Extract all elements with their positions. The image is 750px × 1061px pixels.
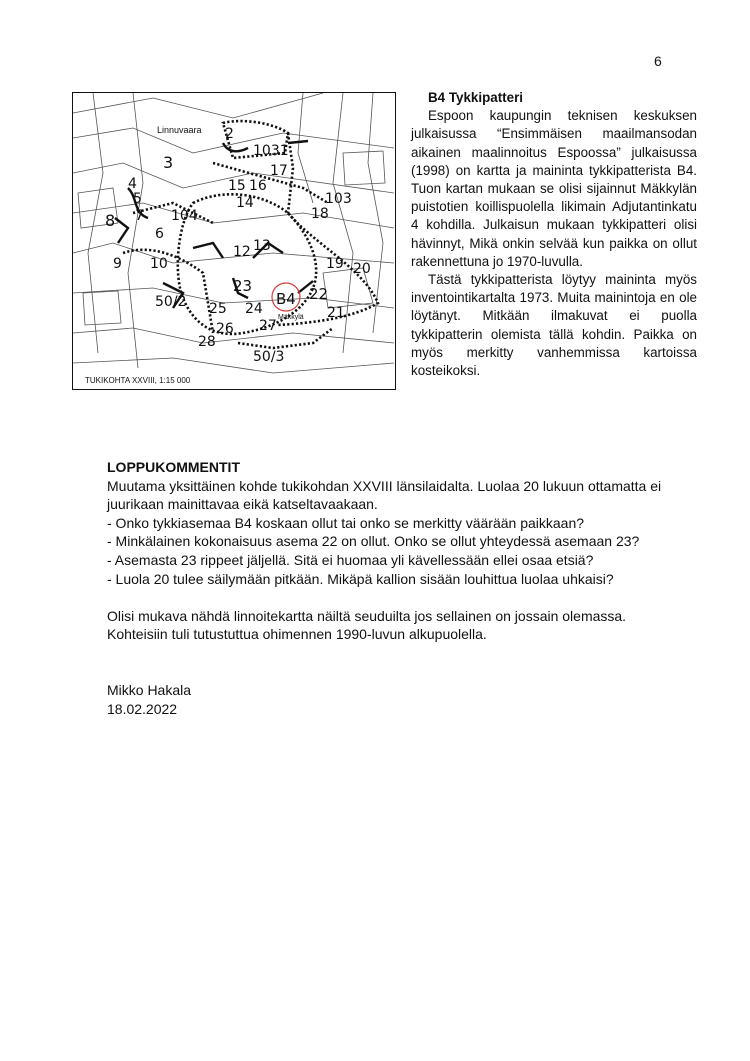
map-label: 21 [327,305,345,321]
map-label: 16 [249,178,267,194]
map-label: 1031 [253,143,289,159]
closing-outro-line: Olisi mukava nähdä linnoitekartta näiltä seuduilta jos sellainen on jossain olemassa. [107,607,627,624]
map-label: 6 [155,226,164,242]
author-name: Mikko Hakala [107,682,192,699]
map-label: 2 [225,126,234,142]
map-label: B4 [276,290,296,308]
map-drawing [73,93,394,388]
fortification-map [72,92,396,390]
map-label: 28 [198,334,216,350]
map-label: 22 [309,285,329,303]
map-caption: TUKIKOHTA XXVIII, 1:15 000 [85,376,191,385]
map-label: 14 [236,195,254,211]
map-label: 104 [171,208,198,224]
map-label: 9 [113,256,122,272]
map-label: 25 [209,301,227,317]
map-label: 24 [245,301,263,317]
map-label: 19 [326,256,344,272]
map-label: 7 [135,208,144,224]
section-title: B4 Tykkipatteri [428,90,524,105]
closing-bullet: - Asemasta 23 rippeet jäljellä. Sitä ei huomaa yli kävellessään ellei osaa etsiä? [107,551,594,568]
map-label: 17 [270,163,288,179]
map-label: 50/2 [155,294,187,310]
section-paragraph: Tästä tykkipatterista löytyy maininta myös inventointikartalta 1973. Muita mainintoja en ole löytänyt. Mitkään ilmakuvat ei puolla tykkipatterin olemista tällä kohdin. Paikka on myös merkitty vanhemmissa kartoissa kosteikoksi. [411,272,697,379]
map-label: 15 [228,178,246,194]
map-label: 18 [311,206,329,222]
closing-bullet: - Minkälainen kokonaisuus asema 22 on ollut. Onko se ollut yhteydessä asemaan 23? [107,533,640,550]
b4-section [411,89,697,380]
map-label: 103 [325,191,352,207]
map-label: 8 [105,211,116,230]
map-label: 3 [163,153,174,172]
map-label: 13 [253,238,271,254]
map-label: 20 [353,261,371,277]
closing-title: LOPPUKOMMENTIT [107,459,240,475]
place-label-makkyla: Mäkkylä [278,314,304,321]
map-label: 27 [259,318,277,334]
section-paragraph: Espoon kaupungin teknisen keskuksen julkaisussa “Ensimmäisen maailmansodan aikainen maalinnoitus Espoossa” julkaisussa (1998) on kartta ja maininta tykkipatterista B4. Tuon kartan mukaan se olisi sijainnut Mäkkylän puistotien koillispuolella likimain Adjutantinkatu 4 kohdilla. Julkaisun mukaan tykkipatteri olisi hävinnyt, Mikä onkin selvää kun paikka on ollut rakennettuna jo 1970-luvulla. [411,108,697,269]
map-label: 50/3 [253,349,285,365]
map-label: 10 [150,256,168,272]
place-label-linnuvaara: Linnuvaara [157,125,202,135]
closing-bullet: - Onko tykkiasemaa B4 koskaan ollut tai onko se merkitty väärään paikkaan? [107,514,585,531]
map-label: 5 [133,191,142,207]
page-number: 6 [654,53,662,69]
map-label: 26 [216,321,234,337]
map-label: 23 [233,277,253,295]
closing-comments [107,458,707,718]
closing-intro: Muutama yksittäinen kohde tukikohdan XXVIII länsilaidalta. Luolaa 20 lukuun ottamatta ei juurikaan mainittavaa eikä katseltavaakaan. [107,477,662,513]
closing-outro-line: Kohteisiin tuli tutustuttua ohimennen 1990-luvun alkupuolella. [107,626,487,643]
map-label: 4 [128,176,137,192]
document-date: 18.02.2022 [107,700,178,717]
closing-bullet: - Luola 20 tulee säilymään pitkään. Mikäpä kallion sisään louhittua luolaa uhkaisi? [107,570,614,587]
map-label: 12 [233,244,251,260]
